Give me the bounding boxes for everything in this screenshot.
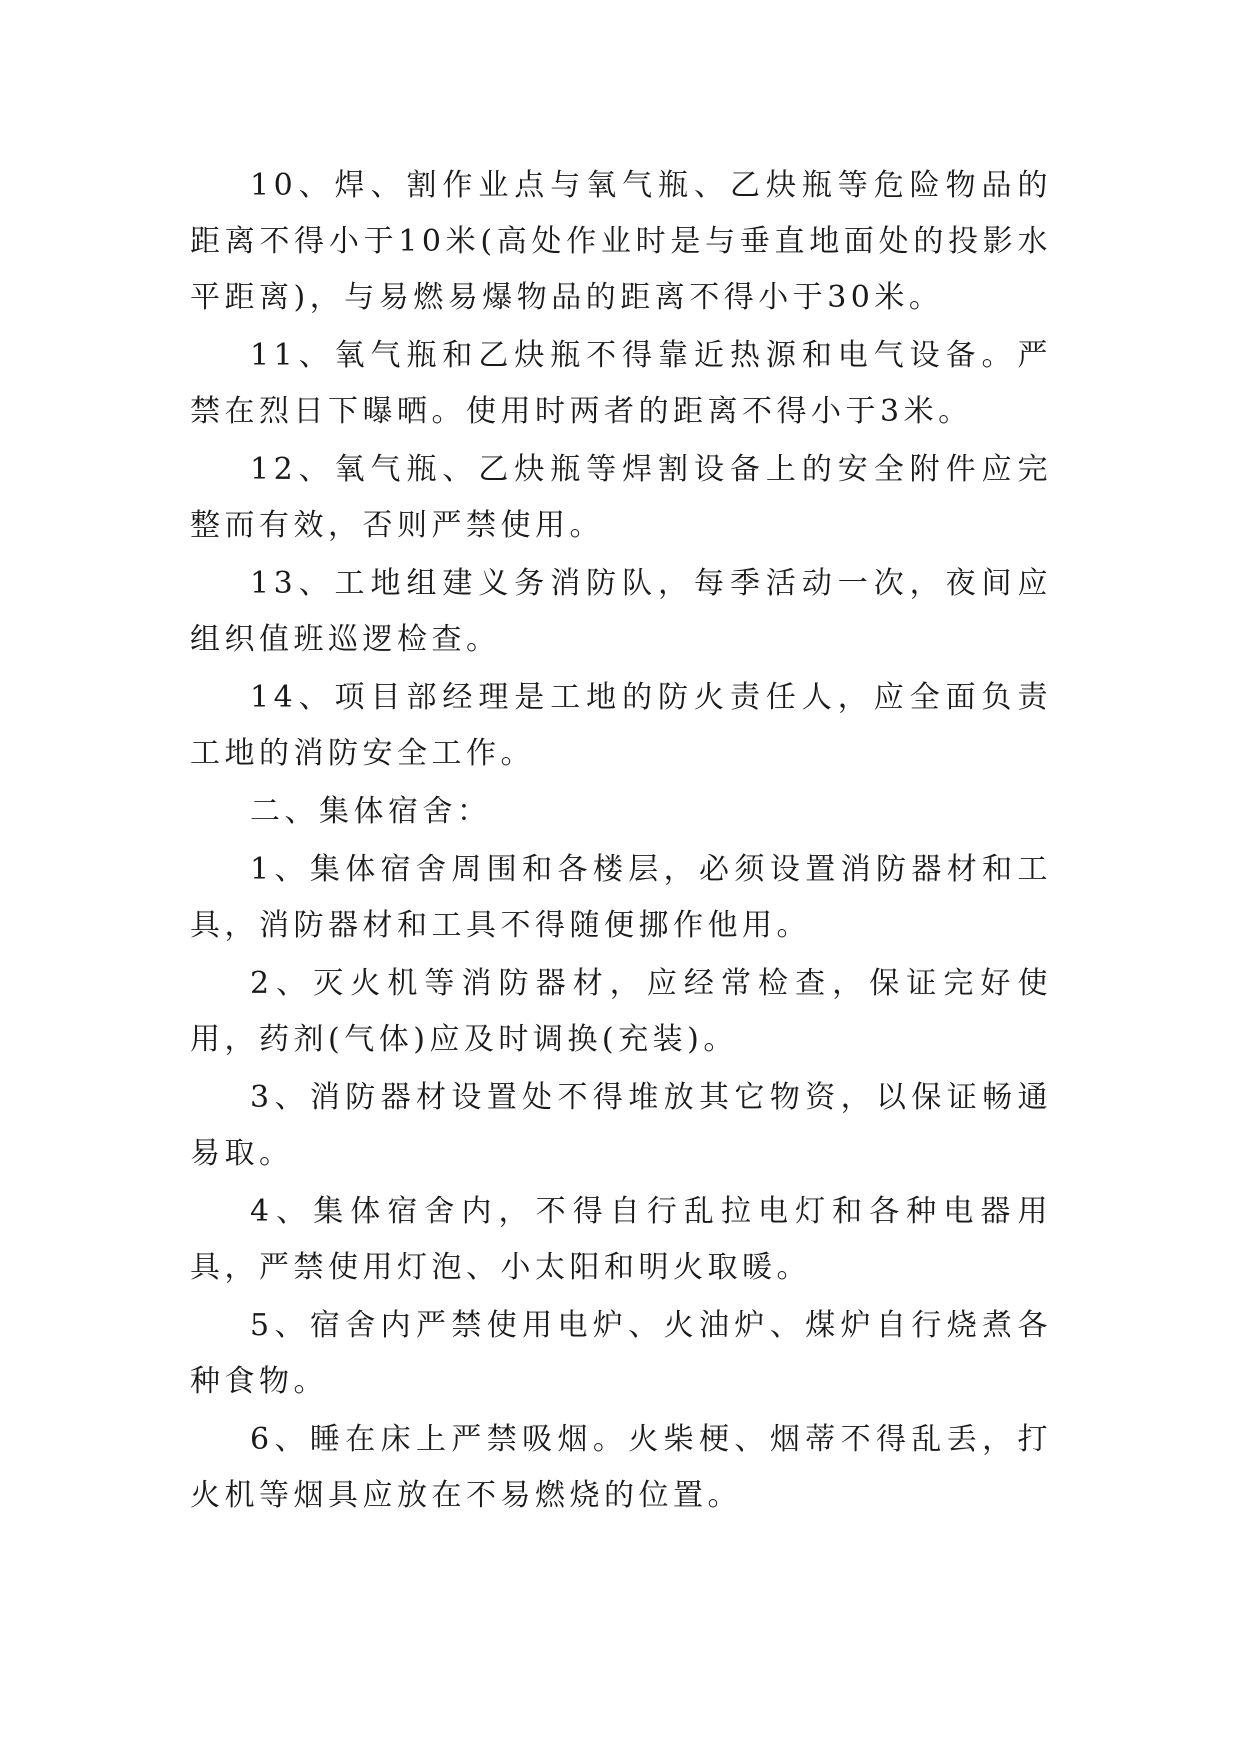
paragraph-item-3: 3、消防器材设置处不得堆放其它物资，以保证畅通易取。 bbox=[190, 1080, 1052, 1171]
paragraph-item-14: 14、项目部经理是工地的防火责任人，应全面负责工地的消防安全工作。 bbox=[190, 680, 1052, 771]
section-heading-dormitory: 二、集体宿舍： bbox=[250, 794, 492, 829]
paragraph-item-6: 6、睡在床上严禁吸烟。火柴梗、烟蒂不得乱丢，打火机等烟具应放在不易燃烧的位置。 bbox=[190, 1422, 1052, 1513]
paragraph-item-10: 10、焊、割作业点与氧气瓶、乙炔瓶等危险物品的距离不得小于10米(高处作业时是与垂直地面处的投影水平距离)，与易燃易爆物品的距离不得小于30米。 bbox=[190, 168, 1052, 315]
paragraph-item-13: 13、工地组建义务消防队，每季活动一次，夜间应组织值班巡逻检查。 bbox=[190, 566, 1052, 657]
paragraph-item-11: 11、氧气瓶和乙炔瓶不得靠近热源和电气设备。严禁在烈日下曝晒。使用时两者的距离不得小于3米。 bbox=[190, 338, 1052, 429]
paragraph-item-12: 12、氧气瓶、乙炔瓶等焊割设备上的安全附件应完整而有效，否则严禁使用。 bbox=[190, 452, 1052, 543]
document-body bbox=[190, 158, 1052, 1526]
paragraph-item-4: 4、集体宿舍内，不得自行乱拉电灯和各种电器用具，严禁使用灯泡、小太阳和明火取暖。 bbox=[190, 1194, 1052, 1285]
paragraph-item-2: 2、灭火机等消防器材，应经常检查，保证完好使用，药剂(气体)应及时调换(充装)。 bbox=[190, 966, 1052, 1057]
paragraph-item-1: 1、集体宿舍周围和各楼层，必须设置消防器材和工具，消防器材和工具不得随便挪作他用。 bbox=[190, 852, 1052, 943]
paragraph-item-5: 5、宿舍内严禁使用电炉、火油炉、煤炉自行烧煮各种食物。 bbox=[190, 1308, 1052, 1399]
